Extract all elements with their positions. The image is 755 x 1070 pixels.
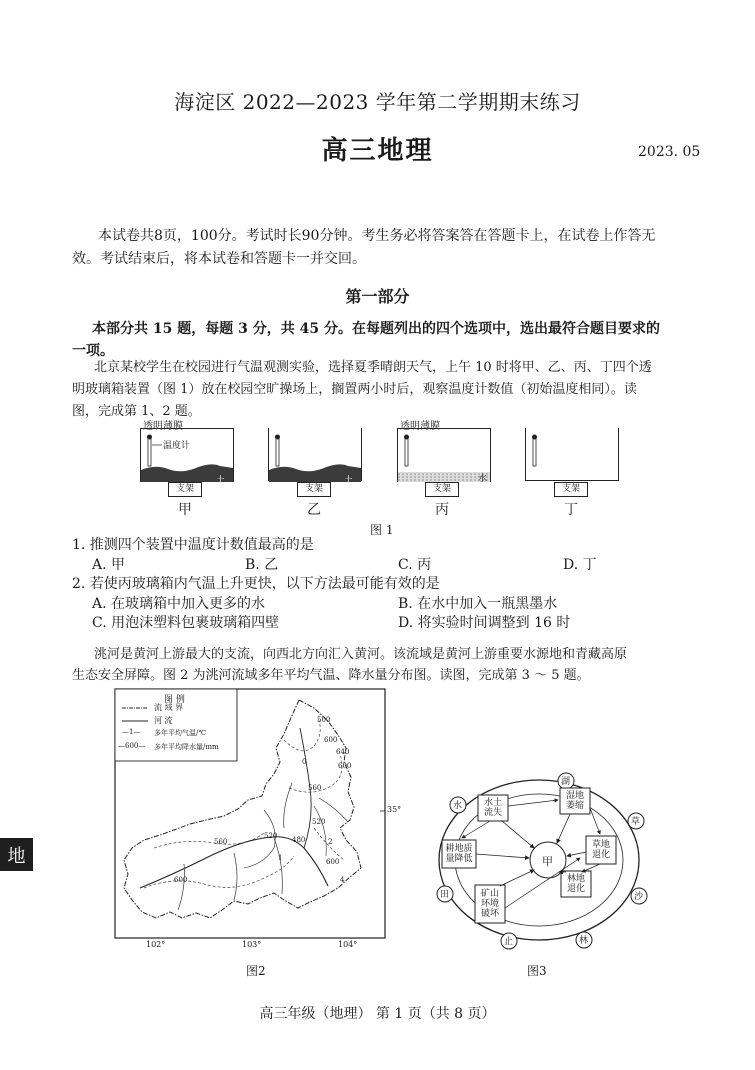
node-mountain: 止	[504, 937, 514, 947]
instructions-line-2: 效。考试结束后，将本试卷和答题卡一并交回。	[72, 251, 366, 267]
q2-option-d: D. 将实验时间调整到 16 时	[398, 615, 571, 631]
temp-label: 1	[278, 854, 283, 862]
figure-1-caption: 图 1	[370, 523, 394, 537]
subject-title: 高三地理	[321, 136, 434, 166]
figure-3-diagram	[430, 768, 652, 958]
exam-title: 海淀区 2022—2023 学年第二学期期末练习	[174, 90, 581, 114]
stand-ding: 支架	[554, 482, 588, 497]
node-sand: 沙	[634, 892, 644, 902]
passage1-line-2: 明玻璃箱装置（图 1）放在校园空旷操场上，搁置两小时后，观察温度计数值（初始温度相同）。读	[72, 382, 637, 397]
box-mine-damage: 矿山环境破坏	[480, 889, 499, 919]
device-name-ding: 丁	[564, 502, 578, 518]
q1-option-c: C. 丙	[398, 557, 432, 573]
figure-3-caption: 图3	[527, 964, 547, 978]
contour-label: 560	[214, 838, 228, 846]
legend-title: 图 例	[164, 695, 185, 705]
node-field: 田	[440, 890, 450, 900]
temp-label: 2	[328, 838, 333, 846]
contour-label: 480	[292, 836, 306, 844]
legend-temp-symbol: —1—	[122, 728, 141, 736]
contour-label: 520	[264, 832, 278, 840]
film-label-c: 透明薄膜	[400, 421, 440, 432]
passage1-line-3: 图，完成第 1、2 题。	[72, 404, 201, 419]
passage2-line-1: 洮河是黄河上游最大的支流，向西北方向汇入黄河。该流域是黄河上游重要水源地和青藏高原	[94, 647, 628, 662]
passage2-line-2: 生态安全屏障。图 2 为洮河流域多年平均气温、降水量分布图。读图，完成第 3 ～ 5 题。	[72, 668, 590, 683]
contour-label: 600	[324, 736, 338, 744]
legend-precip-symbol: —600—	[118, 742, 146, 750]
q2-option-c: C. 用泡沫塑料包裹玻璃箱四壁	[92, 615, 280, 631]
contour-label: 600	[338, 762, 352, 770]
device-name-bing: 丙	[435, 502, 449, 518]
box-ding-contents	[525, 428, 620, 484]
thermometer-label: 温度计	[163, 441, 191, 451]
legend-river: 河 流	[154, 716, 173, 725]
part-heading: 第一部分	[345, 287, 410, 306]
figure-2-caption: 图2	[246, 964, 266, 978]
temp-label: 4	[340, 876, 345, 884]
latitude-label: 35°	[387, 805, 402, 814]
soil-label-jia: 土	[216, 476, 226, 486]
temp-label: 0	[302, 758, 307, 766]
longitude-label: 103°	[242, 940, 262, 949]
contour-label: 520	[312, 818, 326, 826]
box-grassland-degrade: 草地退化	[591, 840, 610, 860]
film-label-a: 透明薄膜	[143, 421, 183, 432]
box-forest-degrade: 林地退化	[566, 874, 585, 894]
longitude-label: 102°	[146, 940, 166, 949]
q1-option-b: B. 乙	[245, 557, 279, 573]
legend-precip: 多年平均降水量/mm	[154, 743, 219, 751]
contour-label: 600	[174, 876, 188, 884]
subject-side-tab: 地	[0, 838, 33, 871]
soil-label-yi: 土	[344, 476, 354, 486]
legend-temp: 多年平均气温/℃	[154, 729, 207, 737]
contour-label: 500	[317, 716, 331, 724]
contour-label: 600	[326, 858, 340, 866]
center-node: 甲	[542, 855, 553, 868]
q1-option-a: A. 甲	[92, 557, 126, 573]
longitude-label: 104°	[338, 940, 358, 949]
q2-option-a: A. 在玻璃箱中加入更多的水	[92, 596, 266, 612]
box-soil-erosion: 水土流失	[483, 798, 502, 818]
device-name-yi: 乙	[307, 502, 321, 518]
part-intro-line-1: 本部分共 15 题，每题 3 分，共 45 分。在每题列出的四个选项中，选出最符合题目要求的	[92, 321, 660, 337]
contour-label: 560	[308, 784, 322, 792]
instructions-line-1: 本试卷共8页，100分。考试时长90分钟。考生务必将答案答在答题卡上，在试卷上作答无	[98, 228, 656, 244]
q2-option-b: B. 在水中加入一瓶黑墨水	[398, 596, 558, 612]
stand-bing: 支架	[425, 482, 459, 497]
box-wetland-shrink: 湿地萎缩	[565, 791, 584, 811]
node-lake: 湖	[561, 777, 571, 787]
legend-watershed: 流 域 界	[154, 703, 184, 712]
q2-stem: 2. 若使丙玻璃箱内气温上升更快，以下方法最可能有效的是	[72, 576, 440, 592]
device-name-jia: 甲	[178, 502, 192, 518]
exam-date: 2023. 05	[638, 144, 701, 160]
q1-option-d: D. 丁	[563, 557, 597, 573]
node-forest: 林	[579, 936, 589, 946]
stand-yi: 支架	[297, 482, 331, 497]
node-water: 水	[453, 801, 463, 811]
figure-2-map	[114, 688, 402, 949]
passage1-line-1: 北京某校学生在校园进行气温观测实验，选择夏季晴朗天气，上午 10 时将甲、乙、丙、丁四个透	[94, 360, 652, 375]
box-farmland-quality: 耕地质量降低	[445, 844, 473, 864]
contour-label: 640	[336, 748, 350, 756]
stand-jia: 支架	[168, 482, 202, 497]
node-grass: 草	[631, 817, 641, 827]
water-label: 水	[478, 474, 488, 484]
page-footer: 高三年级（地理） 第 1 页（共 8 页）	[259, 1006, 496, 1022]
q1-stem: 1. 推测四个装置中温度计数值最高的是	[72, 537, 314, 553]
part-intro-line-2: 一项。	[72, 343, 114, 359]
